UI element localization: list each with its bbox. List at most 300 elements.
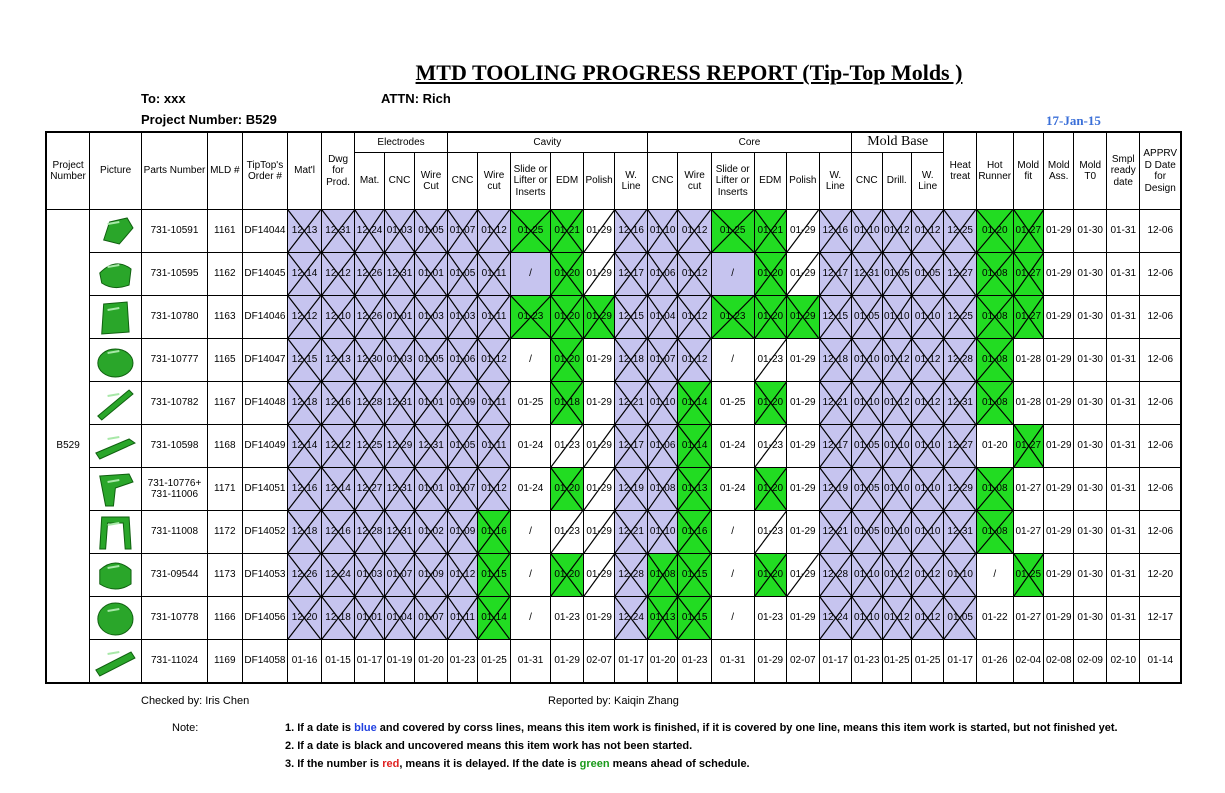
cell-date: 01-03 [386,225,413,237]
cell-date: / [731,526,735,538]
progress-cell [1140,339,1181,382]
cell-date: 01-12 [883,397,910,409]
progress-cell [944,554,977,597]
progress-cell [1044,554,1074,597]
cell-date: 01-10 [853,225,880,237]
progress-cell [1106,640,1140,684]
cell-date: 12-28 [618,569,644,581]
cell-date: 01-11 [481,311,507,323]
progress-cell [615,382,648,425]
progress-cell [288,339,322,382]
progress-cell [1074,511,1107,554]
progress-cell [415,554,448,597]
progress-cell [1106,296,1140,339]
cell-date: 01-06 [649,268,676,280]
progress-cell [1074,382,1107,425]
cell-date: 01-29 [586,268,612,280]
cell-date: 01-29 [586,311,612,323]
cell-date: 01-20 [554,268,580,280]
progress-cell [976,210,1013,253]
progress-cell [551,511,584,554]
cell-date: 12-12 [291,311,318,323]
cell-date: 01-29 [789,354,816,366]
cell-date: / [529,354,532,366]
cell-date: 01-05 [914,268,941,280]
progress-cell [1074,597,1107,640]
progress-cell [1106,511,1140,554]
cell-date: 01-29 [586,483,612,495]
cell-date: 12-06 [1147,483,1174,495]
progress-cell [711,339,754,382]
progress-cell [583,511,614,554]
mld-number: 1167 [208,382,243,425]
progress-cell [754,468,787,511]
part-picture [90,210,142,253]
progress-cell [478,253,511,296]
cell-date: 12-21 [822,397,849,409]
progress-cell [976,597,1013,640]
progress-cell [615,554,648,597]
note-2: 2. If a date is black and uncovered means this item work has not been started. [285,740,693,752]
cell-date: 12-31 [386,268,413,280]
progress-cell [852,640,882,684]
note-1 [285,722,1118,734]
progress-cell [819,511,852,554]
progress-cell [1074,253,1107,296]
progress-cell [447,210,477,253]
cell-date: 01-09 [449,397,476,409]
progress-cell [583,597,614,640]
progress-cell [911,339,944,382]
progress-cell [787,296,820,339]
col-heat-treat: Heat treat [944,132,977,210]
col-tiptop-order: TipTop's Order # [242,132,288,210]
tiptop-order-number: DF14044 [242,210,288,253]
cell-date: 01-24 [517,483,544,495]
cell-date: 01-29 [554,655,580,667]
progress-cell [787,597,820,640]
progress-cell [852,210,882,253]
note-3-red: red [382,758,400,770]
cell-date: 01-15 [481,569,507,581]
progress-cell [1106,468,1140,511]
cell-date: 01-29 [789,483,816,495]
progress-cell [1013,296,1043,339]
cell-date: 01-09 [418,569,444,581]
cell-date: 02-07 [789,655,816,667]
col-cv-wire: Wire cut [478,153,511,210]
mld-number: 1173 [208,554,243,597]
progress-cell [678,382,712,425]
progress-cell [1106,253,1140,296]
cell-date: 12-16 [325,526,351,538]
progress-cell [1074,210,1107,253]
progress-cell [944,597,977,640]
tiptop-order-number: DF14051 [242,468,288,511]
attn-line: ATTN: Rich [381,91,451,106]
cell-date: 01-17 [822,655,849,667]
cell-date: 12-25 [356,440,383,452]
cell-date: 12-15 [618,311,644,323]
cell-date: 01-06 [449,354,476,366]
cell-date: 01-24 [719,483,746,495]
mld-number: 1168 [208,425,243,468]
cell-date: 01-10 [947,569,973,581]
cell-date: 01-20 [757,569,784,581]
cell-date: 12-16 [618,225,644,237]
progress-cell [288,382,322,425]
cell-date: 01-14 [681,440,708,452]
progress-cell [647,425,677,468]
cell-date: 01-06 [649,440,676,452]
progress-cell [447,425,477,468]
cell-date: 01-17 [618,655,644,667]
cell-date: 01-16 [681,526,708,538]
cell-date: 01-25 [517,225,544,237]
progress-cell [355,511,384,554]
progress-cell [321,468,355,511]
cell-date: 01-10 [853,354,880,366]
cell-date: 01-05 [853,311,880,323]
progress-cell [321,640,355,684]
progress-cell [321,382,355,425]
cell-date: 01-30 [1077,483,1103,495]
progress-cell [384,511,414,554]
progress-cell [321,210,355,253]
cell-date: 02-09 [1077,655,1103,667]
note-3-green: green [579,758,610,770]
progress-cell [615,339,648,382]
cell-date: 01-29 [789,268,816,280]
cell-date: 01-20 [757,483,784,495]
progress-cell [911,468,944,511]
progress-cell [882,640,911,684]
cell-date: 01-14 [481,612,507,624]
progress-cell [647,210,677,253]
cell-date: 12-18 [291,397,318,409]
cell-date: 01-30 [1077,268,1103,280]
progress-cell [1106,554,1140,597]
cell-date: 02-10 [1110,655,1137,667]
cell-date: 12-15 [822,311,849,323]
progress-cell [1140,640,1181,684]
progress-cell [787,425,820,468]
note-3-c: means ahead of schedule. [609,758,750,770]
cell-date: / [993,569,997,581]
progress-cell [415,425,448,468]
cell-date: 01-10 [649,397,676,409]
progress-cell [852,468,882,511]
cell-date: 01-12 [481,225,507,237]
progress-cell [1140,382,1181,425]
progress-cell [1140,253,1181,296]
progress-cell [647,339,677,382]
cell-date: 01-31 [1110,268,1137,280]
cell-date: 12-27 [947,440,973,452]
progress-cell [976,339,1013,382]
progress-cell [852,339,882,382]
progress-cell [754,339,787,382]
progress-cell [615,253,648,296]
progress-cell [384,425,414,468]
progress-cell [911,382,944,425]
progress-cell [678,640,712,684]
cell-date: 12-18 [618,354,644,366]
cell-date: 12-17 [618,440,644,452]
cell-date: 12-21 [618,397,644,409]
progress-cell [321,425,355,468]
cell-date: 01-31 [1110,569,1137,581]
cell-date: 01-31 [1110,225,1137,237]
tiptop-order-number: DF14058 [242,640,288,684]
cell-date: 12-29 [386,440,413,452]
cell-date: 01-20 [757,397,784,409]
cell-date: 12-29 [947,483,973,495]
progress-cell [510,640,551,684]
progress-cell [754,253,787,296]
cell-date: 01-29 [586,440,612,452]
progress-cell [911,640,944,684]
cell-date: 01-29 [1045,569,1072,581]
progress-cell [882,210,911,253]
progress-cell [551,382,584,425]
tiptop-order-number: DF14053 [242,554,288,597]
cell-date: 01-11 [481,440,507,452]
part-number: 731-10595 [142,253,208,296]
cell-date: 01-10 [883,526,910,538]
tiptop-order-number: DF14047 [242,339,288,382]
tiptop-order-number: DF14052 [242,511,288,554]
cell-date: 12-20 [1147,569,1174,581]
progress-cell [447,253,477,296]
cell-date: 01-05 [853,440,880,452]
progress-cell [911,511,944,554]
cell-date: 01-03 [418,311,444,323]
progress-cell [1013,253,1043,296]
progress-cell [819,425,852,468]
col-apprv-date: APPRV D Date for Design [1140,132,1181,210]
progress-cell [415,640,448,684]
progress-cell [355,339,384,382]
cell-date: 01-10 [883,311,910,323]
col-mold-t0: Mold T0 [1074,132,1107,210]
cell-date: 01-08 [649,483,676,495]
progress-cell [647,253,677,296]
cell-date: 12-28 [822,569,849,581]
cell-date: 01-29 [1045,397,1072,409]
cell-date: 12-31 [386,526,413,538]
group-core: Core [647,132,851,153]
progress-cell [819,339,852,382]
table-row [46,511,1181,554]
progress-cell [288,296,322,339]
cell-date: 12-31 [853,268,880,280]
col-dwg: Dwg for Prod. [321,132,355,210]
cell-date: 01-31 [1110,354,1137,366]
progress-cell [1106,382,1140,425]
progress-cell [711,468,754,511]
cell-date: / [731,268,735,280]
progress-cell [415,339,448,382]
progress-cell [510,339,551,382]
progress-cell [1013,382,1043,425]
progress-cell [510,597,551,640]
col-cv-polish: Polish [583,153,614,210]
progress-cell [551,425,584,468]
cell-date: 01-29 [1045,612,1072,624]
progress-cell [882,425,911,468]
part-number: 731-10777 [142,339,208,382]
cell-date: 12-17 [1147,612,1174,624]
cell-date: 01-04 [386,612,413,624]
cell-date: 12-25 [947,311,973,323]
cell-date: 01-29 [1045,268,1072,280]
col-co-wire: Wire cut [678,153,712,210]
progress-cell [355,425,384,468]
col-smpl-ready: Smpl ready date [1106,132,1140,210]
progress-table [45,131,1182,684]
col-matl: Mat'l [288,132,322,210]
table-row [46,640,1181,684]
cell-date: 01-14 [681,397,708,409]
col-project-number: Project Number [46,132,90,210]
progress-cell [678,339,712,382]
tiptop-order-number: DF14046 [242,296,288,339]
report-date: 17-Jan-15 [1046,113,1101,128]
col-mold-fit: Mold fit [1013,132,1043,210]
progress-cell [1140,210,1181,253]
progress-cell [944,296,977,339]
cell-date: 12-26 [356,268,383,280]
col-co-cnc: CNC [647,153,677,210]
cell-date: 12-26 [356,311,383,323]
cell-date: 01-10 [853,569,880,581]
progress-cell [510,554,551,597]
cell-date: 01-29 [586,354,612,366]
progress-cell [711,554,754,597]
progress-cell [711,425,754,468]
cell-date: 01-02 [418,526,444,538]
cell-date: 01-10 [853,397,880,409]
part-number: 731-10778 [142,597,208,640]
cell-date: 01-10 [853,612,880,624]
progress-cell [447,597,477,640]
cell-date: 01-16 [481,526,507,538]
col-e-cnc: CNC [384,153,414,210]
tiptop-order-number: DF14048 [242,382,288,425]
cell-date: 12-06 [1147,397,1174,409]
progress-cell [882,382,911,425]
progress-cell [447,296,477,339]
cell-date: 01-29 [1045,440,1072,452]
cell-date: 02-04 [1015,655,1042,667]
cell-date: 01-08 [981,526,1008,538]
progress-cell [911,210,944,253]
progress-cell [1140,425,1181,468]
progress-cell [882,339,911,382]
cell-date: 01-04 [649,311,676,323]
progress-cell [754,640,787,684]
cell-date: 01-24 [517,440,544,452]
cell-date: 01-27 [1015,225,1042,237]
progress-cell [647,554,677,597]
progress-cell [447,382,477,425]
progress-cell [911,554,944,597]
progress-cell [415,597,448,640]
cell-date: / [529,612,532,624]
col-co-edm: EDM [754,153,787,210]
group-mold-base: Mold Base [852,132,944,153]
progress-cell [852,554,882,597]
progress-cell [583,296,614,339]
cell-date: 01-12 [914,569,941,581]
group-electrodes: Electrodes [355,132,447,153]
cell-date: 12-31 [947,397,973,409]
cell-date: 12-16 [325,397,351,409]
progress-cell [711,511,754,554]
cell-date: 12-25 [947,225,973,237]
progress-cell [819,554,852,597]
progress-cell [647,382,677,425]
cell-date: 12-06 [1147,268,1174,280]
mld-number: 1166 [208,597,243,640]
progress-cell [1013,640,1043,684]
cell-date: 12-18 [291,526,318,538]
table-row [46,253,1181,296]
cell-date: 12-31 [386,397,413,409]
progress-cell [288,554,322,597]
progress-cell [615,640,648,684]
cell-date: 01-07 [449,483,476,495]
cell-date: 01-27 [1015,268,1042,280]
cell-date: 12-06 [1147,354,1174,366]
cell-date: 01-12 [681,311,708,323]
progress-cell [478,382,511,425]
progress-cell [678,253,712,296]
progress-cell [321,339,355,382]
progress-cell [510,210,551,253]
cell-date: 01-21 [757,225,784,237]
cell-date: 01-27 [1015,311,1042,323]
cell-date: 01-12 [681,268,708,280]
progress-cell [288,210,322,253]
progress-cell [447,468,477,511]
cell-date: 01-30 [1077,526,1103,538]
progress-cell [976,468,1013,511]
note-1-a: 1. If a date is [285,722,355,734]
progress-cell [819,210,852,253]
progress-cell [754,597,787,640]
progress-cell [478,468,511,511]
progress-cell [583,382,614,425]
progress-cell [1013,468,1043,511]
cell-date: 01-29 [586,612,612,624]
mld-number: 1165 [208,339,243,382]
cell-date: 01-12 [681,225,708,237]
cell-date: 01-12 [883,225,910,237]
note-3-b: , means it is delayed. If the date is [399,758,580,770]
cell-date: 01-23 [554,526,580,538]
cell-date: 01-23 [757,612,784,624]
progress-cell [1044,210,1074,253]
progress-cell [819,296,852,339]
col-cv-slide: Slide or Lifter or Inserts [510,153,551,210]
group-cavity: Cavity [447,132,647,153]
cell-date: 01-18 [554,397,580,409]
progress-cell [882,597,911,640]
progress-cell [478,640,511,684]
cell-date: 12-06 [1147,526,1174,538]
